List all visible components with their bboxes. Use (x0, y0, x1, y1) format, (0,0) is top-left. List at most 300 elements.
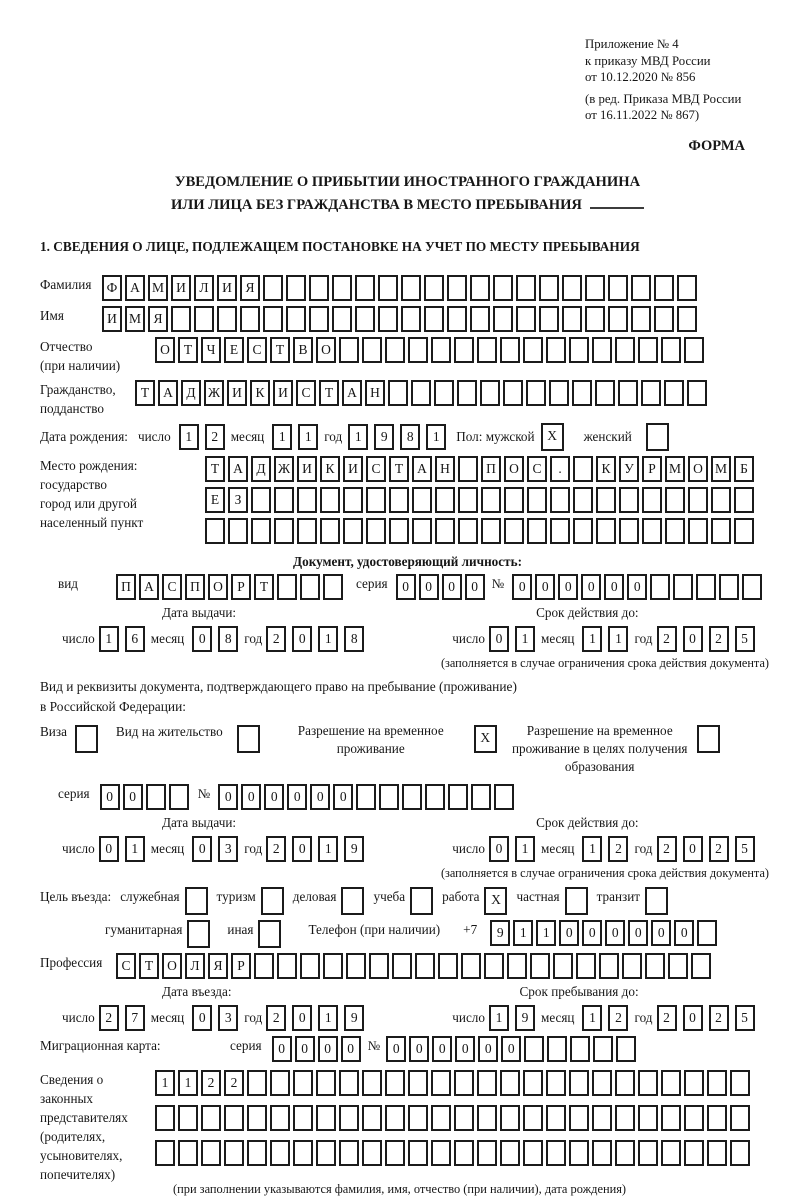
char-cell[interactable]: 0 (292, 626, 312, 652)
char-cell[interactable] (385, 337, 405, 363)
char-cell[interactable]: 2 (99, 1005, 119, 1031)
char-cell[interactable] (569, 1140, 589, 1166)
char-cell[interactable]: П (481, 456, 501, 482)
char-cell[interactable] (431, 1070, 451, 1096)
char-cell[interactable] (576, 953, 596, 979)
char-cell[interactable]: 2 (608, 836, 628, 862)
char-cell[interactable] (332, 306, 352, 332)
char-cell[interactable] (696, 574, 716, 600)
char-cell[interactable]: 1 (272, 424, 292, 450)
char-cell[interactable] (631, 275, 651, 301)
char-cell[interactable] (263, 275, 283, 301)
char-cell[interactable]: 0 (218, 784, 238, 810)
char-cell[interactable] (261, 887, 284, 915)
char-cell[interactable] (549, 380, 569, 406)
char-cell[interactable]: 1 (155, 1070, 175, 1096)
char-cell[interactable]: 0 (292, 1005, 312, 1031)
char-cell[interactable]: Р (642, 456, 662, 482)
char-cell[interactable] (431, 1105, 451, 1131)
char-cell[interactable]: 1 (582, 626, 602, 652)
char-cell[interactable] (661, 337, 681, 363)
char-cell[interactable] (596, 518, 616, 544)
char-cell[interactable] (362, 337, 382, 363)
char-cell[interactable]: 1 (426, 424, 446, 450)
char-cell[interactable] (194, 306, 214, 332)
char-cell[interactable]: 0 (295, 1036, 315, 1062)
char-cell[interactable] (401, 306, 421, 332)
char-cell[interactable] (688, 487, 708, 513)
char-cell[interactable]: Б (734, 456, 754, 482)
char-cell[interactable]: П (116, 574, 136, 600)
char-cell[interactable]: 0 (558, 574, 578, 600)
char-cell[interactable] (570, 1036, 590, 1062)
char-cell[interactable]: 6 (125, 626, 145, 652)
char-cell[interactable]: Ф (102, 275, 122, 301)
char-cell[interactable] (178, 1105, 198, 1131)
char-cell[interactable] (742, 574, 762, 600)
char-cell[interactable]: Т (389, 456, 409, 482)
char-cell[interactable] (274, 487, 294, 513)
char-cell[interactable] (480, 380, 500, 406)
char-cell[interactable] (562, 306, 582, 332)
char-cell[interactable]: А (139, 574, 159, 600)
char-cell[interactable] (240, 306, 260, 332)
char-cell[interactable] (187, 920, 210, 948)
char-cell[interactable] (458, 456, 478, 482)
char-cell[interactable] (146, 784, 166, 810)
char-cell[interactable] (270, 1140, 290, 1166)
char-cell[interactable]: 0 (489, 836, 509, 862)
char-cell[interactable] (247, 1140, 267, 1166)
char-cell[interactable]: 0 (123, 784, 143, 810)
char-cell[interactable] (615, 1070, 635, 1096)
char-cell[interactable] (454, 1105, 474, 1131)
char-cell[interactable] (362, 1140, 382, 1166)
char-cell[interactable]: Ч (201, 337, 221, 363)
char-cell[interactable] (573, 487, 593, 513)
char-cell[interactable] (339, 1140, 359, 1166)
char-cell[interactable] (425, 784, 445, 810)
char-cell[interactable]: Т (205, 456, 225, 482)
char-cell[interactable] (711, 487, 731, 513)
char-cell[interactable] (719, 574, 739, 600)
char-cell[interactable]: С (366, 456, 386, 482)
char-cell[interactable] (316, 1105, 336, 1131)
char-cell[interactable] (286, 306, 306, 332)
char-cell[interactable] (424, 306, 444, 332)
char-cell[interactable]: И (227, 380, 247, 406)
char-cell[interactable] (734, 518, 754, 544)
char-cell[interactable]: 0 (241, 784, 261, 810)
char-cell[interactable] (638, 1105, 658, 1131)
char-cell[interactable] (585, 306, 605, 332)
char-cell[interactable] (573, 456, 593, 482)
char-cell[interactable] (562, 275, 582, 301)
char-cell[interactable]: . (550, 456, 570, 482)
char-cell[interactable]: О (316, 337, 336, 363)
char-cell[interactable]: 2 (657, 626, 677, 652)
char-cell[interactable] (645, 887, 668, 915)
char-cell[interactable] (332, 275, 352, 301)
char-cell[interactable]: М (665, 456, 685, 482)
char-cell[interactable] (593, 1036, 613, 1062)
char-cell[interactable] (339, 337, 359, 363)
char-cell[interactable] (458, 487, 478, 513)
char-cell[interactable] (185, 887, 208, 915)
char-cell[interactable] (369, 953, 389, 979)
char-cell[interactable] (608, 306, 628, 332)
char-cell[interactable]: 7 (125, 1005, 145, 1031)
char-cell[interactable] (546, 1070, 566, 1096)
char-cell[interactable] (585, 275, 605, 301)
char-cell[interactable] (615, 337, 635, 363)
char-cell[interactable] (730, 1070, 750, 1096)
char-cell[interactable]: 0 (409, 1036, 429, 1062)
char-cell[interactable]: 2 (709, 626, 729, 652)
char-cell[interactable] (684, 1070, 704, 1096)
char-cell[interactable]: А (158, 380, 178, 406)
char-cell[interactable]: С (247, 337, 267, 363)
char-cell[interactable] (171, 306, 191, 332)
char-cell[interactable]: 0 (318, 1036, 338, 1062)
char-cell[interactable] (254, 953, 274, 979)
char-cell[interactable] (297, 518, 317, 544)
char-cell[interactable]: 0 (582, 920, 602, 946)
char-cell[interactable] (251, 518, 271, 544)
char-cell[interactable] (477, 1105, 497, 1131)
char-cell[interactable] (454, 337, 474, 363)
char-cell[interactable]: Ж (274, 456, 294, 482)
char-cell[interactable]: Я (208, 953, 228, 979)
char-cell[interactable] (592, 1105, 612, 1131)
char-cell[interactable]: 1 (489, 1005, 509, 1031)
char-cell[interactable] (523, 1140, 543, 1166)
char-cell[interactable] (641, 380, 661, 406)
char-cell[interactable] (493, 306, 513, 332)
char-cell[interactable] (654, 306, 674, 332)
char-cell[interactable] (366, 487, 386, 513)
char-cell[interactable] (546, 1140, 566, 1166)
char-cell[interactable]: 1 (582, 836, 602, 862)
char-cell[interactable]: А (125, 275, 145, 301)
char-cell[interactable]: 1 (125, 836, 145, 862)
char-cell[interactable] (355, 306, 375, 332)
char-cell[interactable] (224, 1140, 244, 1166)
char-cell[interactable]: 0 (683, 626, 703, 652)
char-cell[interactable] (697, 920, 717, 946)
char-cell[interactable] (527, 487, 547, 513)
char-cell[interactable] (247, 1070, 267, 1096)
char-cell[interactable]: 0 (501, 1036, 521, 1062)
char-cell[interactable] (661, 1140, 681, 1166)
char-cell[interactable] (546, 1105, 566, 1131)
char-cell[interactable]: 1 (582, 1005, 602, 1031)
char-cell[interactable] (619, 518, 639, 544)
char-cell[interactable] (228, 518, 248, 544)
char-cell[interactable] (504, 518, 524, 544)
char-cell[interactable]: О (504, 456, 524, 482)
char-cell[interactable]: 1 (608, 626, 628, 652)
char-cell[interactable] (550, 487, 570, 513)
char-cell[interactable] (477, 337, 497, 363)
char-cell[interactable] (431, 1140, 451, 1166)
char-cell[interactable] (471, 784, 491, 810)
char-cell[interactable]: 9 (515, 1005, 535, 1031)
char-cell[interactable]: 1 (318, 836, 338, 862)
char-cell[interactable]: И (171, 275, 191, 301)
char-cell[interactable] (503, 380, 523, 406)
char-cell[interactable]: 2 (201, 1070, 221, 1096)
char-cell[interactable] (392, 953, 412, 979)
char-cell[interactable] (526, 380, 546, 406)
char-cell[interactable]: С (162, 574, 182, 600)
char-cell[interactable]: 3 (218, 836, 238, 862)
char-cell[interactable] (438, 953, 458, 979)
char-cell[interactable] (343, 487, 363, 513)
char-cell[interactable] (622, 953, 642, 979)
char-cell[interactable]: С (116, 953, 136, 979)
char-cell[interactable]: 0 (310, 784, 330, 810)
char-cell[interactable]: 9 (374, 424, 394, 450)
char-cell[interactable] (516, 306, 536, 332)
char-cell[interactable]: X (474, 725, 497, 753)
char-cell[interactable] (320, 518, 340, 544)
char-cell[interactable] (75, 725, 98, 753)
char-cell[interactable]: 0 (341, 1036, 361, 1062)
char-cell[interactable]: К (320, 456, 340, 482)
char-cell[interactable] (447, 275, 467, 301)
char-cell[interactable]: И (343, 456, 363, 482)
char-cell[interactable] (201, 1105, 221, 1131)
char-cell[interactable] (412, 518, 432, 544)
char-cell[interactable] (277, 953, 297, 979)
char-cell[interactable] (494, 784, 514, 810)
char-cell[interactable]: И (297, 456, 317, 482)
char-cell[interactable]: М (148, 275, 168, 301)
char-cell[interactable]: И (217, 275, 237, 301)
char-cell[interactable]: 1 (179, 424, 199, 450)
char-cell[interactable] (500, 1140, 520, 1166)
char-cell[interactable]: X (484, 887, 507, 915)
char-cell[interactable]: К (250, 380, 270, 406)
char-cell[interactable]: Р (231, 953, 251, 979)
char-cell[interactable] (573, 518, 593, 544)
char-cell[interactable] (388, 380, 408, 406)
char-cell[interactable] (247, 1105, 267, 1131)
char-cell[interactable]: А (342, 380, 362, 406)
char-cell[interactable] (339, 1070, 359, 1096)
char-cell[interactable] (661, 1105, 681, 1131)
char-cell[interactable] (293, 1105, 313, 1131)
char-cell[interactable] (481, 518, 501, 544)
char-cell[interactable] (516, 275, 536, 301)
char-cell[interactable]: 2 (709, 836, 729, 862)
char-cell[interactable]: 0 (628, 920, 648, 946)
char-cell[interactable]: 2 (224, 1070, 244, 1096)
char-cell[interactable]: 0 (100, 784, 120, 810)
char-cell[interactable]: 0 (99, 836, 119, 862)
char-cell[interactable]: Я (240, 275, 260, 301)
char-cell[interactable]: И (102, 306, 122, 332)
char-cell[interactable] (677, 275, 697, 301)
char-cell[interactable]: Р (231, 574, 251, 600)
char-cell[interactable] (286, 275, 306, 301)
char-cell[interactable]: 2 (657, 836, 677, 862)
char-cell[interactable] (569, 1105, 589, 1131)
char-cell[interactable] (553, 953, 573, 979)
char-cell[interactable] (169, 784, 189, 810)
char-cell[interactable] (546, 337, 566, 363)
char-cell[interactable]: 1 (348, 424, 368, 450)
char-cell[interactable] (661, 1070, 681, 1096)
char-cell[interactable] (461, 953, 481, 979)
char-cell[interactable]: 8 (344, 626, 364, 652)
char-cell[interactable] (697, 725, 720, 753)
char-cell[interactable] (415, 953, 435, 979)
char-cell[interactable] (401, 275, 421, 301)
char-cell[interactable] (642, 518, 662, 544)
char-cell[interactable] (470, 275, 490, 301)
char-cell[interactable] (355, 275, 375, 301)
char-cell[interactable]: 0 (605, 920, 625, 946)
char-cell[interactable]: Д (251, 456, 271, 482)
char-cell[interactable] (316, 1140, 336, 1166)
char-cell[interactable] (270, 1070, 290, 1096)
char-cell[interactable] (454, 1140, 474, 1166)
char-cell[interactable]: А (412, 456, 432, 482)
char-cell[interactable] (346, 953, 366, 979)
char-cell[interactable] (431, 337, 451, 363)
char-cell[interactable] (178, 1140, 198, 1166)
char-cell[interactable] (300, 574, 320, 600)
char-cell[interactable]: 2 (266, 1005, 286, 1031)
char-cell[interactable] (454, 1070, 474, 1096)
char-cell[interactable]: 1 (99, 626, 119, 652)
char-cell[interactable] (448, 784, 468, 810)
char-cell[interactable]: 0 (683, 836, 703, 862)
char-cell[interactable] (688, 518, 708, 544)
char-cell[interactable]: М (125, 306, 145, 332)
char-cell[interactable]: 0 (396, 574, 416, 600)
char-cell[interactable]: 1 (515, 836, 535, 862)
char-cell[interactable]: 0 (559, 920, 579, 946)
char-cell[interactable]: 0 (674, 920, 694, 946)
char-cell[interactable]: Ж (204, 380, 224, 406)
char-cell[interactable] (155, 1140, 175, 1166)
char-cell[interactable] (477, 1140, 497, 1166)
char-cell[interactable]: О (208, 574, 228, 600)
char-cell[interactable] (205, 518, 225, 544)
char-cell[interactable]: 5 (735, 1005, 755, 1031)
char-cell[interactable] (484, 953, 504, 979)
char-cell[interactable]: 0 (581, 574, 601, 600)
char-cell[interactable] (320, 487, 340, 513)
char-cell[interactable]: Е (224, 337, 244, 363)
char-cell[interactable]: 0 (333, 784, 353, 810)
char-cell[interactable] (251, 487, 271, 513)
char-cell[interactable] (619, 487, 639, 513)
char-cell[interactable]: Д (181, 380, 201, 406)
char-cell[interactable] (323, 574, 343, 600)
char-cell[interactable]: О (688, 456, 708, 482)
char-cell[interactable] (458, 518, 478, 544)
char-cell[interactable]: Т (135, 380, 155, 406)
char-cell[interactable] (615, 1105, 635, 1131)
char-cell[interactable] (408, 337, 428, 363)
char-cell[interactable]: М (711, 456, 731, 482)
char-cell[interactable] (274, 518, 294, 544)
char-cell[interactable] (408, 1070, 428, 1096)
char-cell[interactable] (565, 887, 588, 915)
char-cell[interactable] (434, 380, 454, 406)
char-cell[interactable]: С (527, 456, 547, 482)
char-cell[interactable] (592, 337, 612, 363)
char-cell[interactable] (523, 337, 543, 363)
char-cell[interactable] (665, 518, 685, 544)
char-cell[interactable]: 0 (192, 626, 212, 652)
char-cell[interactable] (668, 953, 688, 979)
char-cell[interactable]: Л (185, 953, 205, 979)
char-cell[interactable]: 8 (218, 626, 238, 652)
char-cell[interactable] (687, 380, 707, 406)
char-cell[interactable] (673, 574, 693, 600)
char-cell[interactable] (592, 1070, 612, 1096)
char-cell[interactable]: Я (148, 306, 168, 332)
char-cell[interactable]: 1 (178, 1070, 198, 1096)
char-cell[interactable] (539, 275, 559, 301)
char-cell[interactable]: П (185, 574, 205, 600)
char-cell[interactable]: 0 (512, 574, 532, 600)
char-cell[interactable] (592, 1140, 612, 1166)
char-cell[interactable]: 0 (535, 574, 555, 600)
char-cell[interactable] (684, 1140, 704, 1166)
char-cell[interactable]: Н (365, 380, 385, 406)
char-cell[interactable] (631, 306, 651, 332)
char-cell[interactable] (550, 518, 570, 544)
char-cell[interactable]: 0 (489, 626, 509, 652)
char-cell[interactable]: 0 (455, 1036, 475, 1062)
char-cell[interactable]: 0 (683, 1005, 703, 1031)
char-cell[interactable]: С (296, 380, 316, 406)
char-cell[interactable] (530, 953, 550, 979)
char-cell[interactable] (493, 275, 513, 301)
char-cell[interactable] (389, 487, 409, 513)
char-cell[interactable]: 8 (400, 424, 420, 450)
char-cell[interactable] (664, 380, 684, 406)
char-cell[interactable] (730, 1140, 750, 1166)
char-cell[interactable] (691, 953, 711, 979)
char-cell[interactable] (410, 887, 433, 915)
char-cell[interactable]: И (273, 380, 293, 406)
char-cell[interactable] (263, 306, 283, 332)
char-cell[interactable] (362, 1070, 382, 1096)
char-cell[interactable] (615, 1140, 635, 1166)
char-cell[interactable] (507, 953, 527, 979)
char-cell[interactable] (297, 487, 317, 513)
char-cell[interactable] (385, 1140, 405, 1166)
char-cell[interactable]: Т (254, 574, 274, 600)
char-cell[interactable] (650, 574, 670, 600)
char-cell[interactable]: 2 (608, 1005, 628, 1031)
char-cell[interactable] (500, 1105, 520, 1131)
char-cell[interactable] (500, 1070, 520, 1096)
char-cell[interactable] (638, 337, 658, 363)
char-cell[interactable]: 1 (318, 626, 338, 652)
char-cell[interactable] (711, 518, 731, 544)
char-cell[interactable] (447, 306, 467, 332)
char-cell[interactable] (523, 1070, 543, 1096)
char-cell[interactable]: 0 (465, 574, 485, 600)
